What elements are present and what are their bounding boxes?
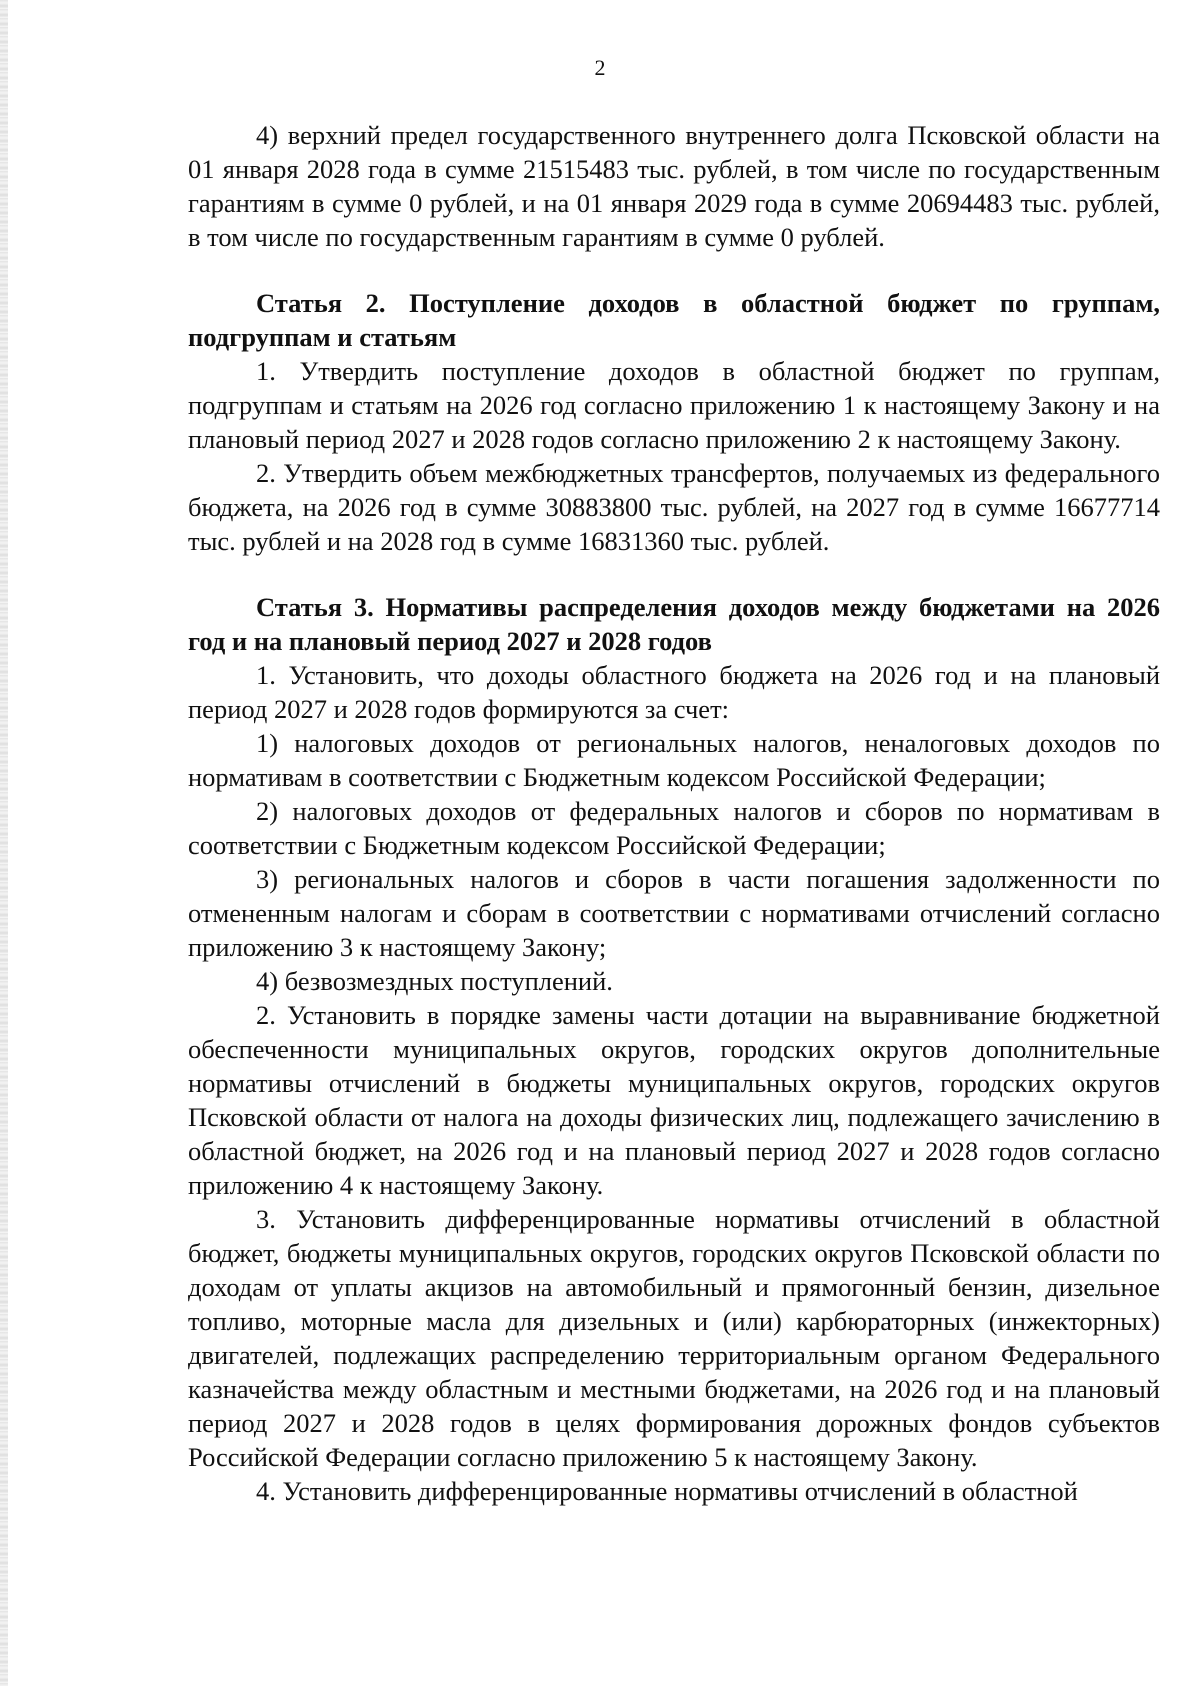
article-2-item-2: 2. Утвердить объем межбюджетных трансфертов, получаемых из федерального бюджета, на 2026 год в сумме 30883800 тыс. рублей, на 2027 год в сумме 16677714 тыс. рублей и на 2028 год в сумме 16831360 тыс. рублей.	[188, 458, 1160, 556]
article-3-subitem-4: 4) безвозмездных поступлений.	[256, 966, 613, 996]
article-2-item-1: 1. Утвердить поступление доходов в областной бюджет по группам, подгруппам и статьям на 2026 год согласно приложению 1 к настоящему Закону и на плановый период 2027 и 2028 годов согласно приложению 2 к настоящему Закону.	[188, 356, 1160, 454]
document-body	[188, 118, 1160, 1508]
scan-edge	[0, 0, 8, 1686]
article-3-item-4: 4. Установить дифференцированные нормативы отчислений в областной	[256, 1476, 1078, 1506]
article-3-subitem-1: 1) налоговых доходов от региональных налогов, неналоговых доходов по нормативам в соответствии с Бюджетным кодексом Российской Федерации;	[188, 728, 1160, 792]
article-3-subitem-3: 3) региональных налогов и сборов в части погашения задолженности по отмененным налогам и сборам в соответствии с нормативами отчислений согласно приложению 3 к настоящему Закону;	[188, 864, 1160, 962]
spacer	[188, 558, 1160, 590]
article-2-heading: Статья 2. Поступление доходов в областной бюджет по группам, подгруппам и статьям	[188, 288, 1160, 352]
paragraph-debt-limit: 4) верхний предел государственного внутреннего долга Псковской области на 01 января 2028 года в сумме 21515483 тыс. рублей, в том числе по государственным гарантиям в сумме 0 рублей, и на 01 января 2029 года в сумме 20694483 тыс. рублей, в том числе по государственным гарантиям в сумме 0 рублей.	[188, 120, 1160, 252]
spacer	[188, 254, 1160, 286]
article-3-heading: Статья 3. Нормативы распределения доходов между бюджетами на 2026 год и на плановый период 2027 и 2028 годов	[188, 592, 1160, 656]
page-number: 2	[594, 55, 606, 80]
article-3-item-1: 1. Установить, что доходы областного бюджета на 2026 год и на плановый период 2027 и 2028 годов формируются за счет:	[188, 660, 1160, 724]
article-3-item-3: 3. Установить дифференцированные нормативы отчислений в областной бюджет, бюджеты муниципальных округов, городских округов Псковской области по доходам от уплаты акцизов на автомобильный и прямогонный бензин, дизельное топливо, моторные масла для дизельных и (или) карбюраторных (инжекторных) двигателей, подлежащих распределению территориальным органом Федерального казначейства между областным и местными бюджетами, на 2026 год и на плановый период 2027 и 2028 годов в целях формирования дорожных фондов субъектов Российской Федерации согласно приложению 5 к настоящему Закону.	[188, 1204, 1160, 1472]
article-3-item-2: 2. Установить в порядке замены части дотации на выравнивание бюджетной обеспеченности муниципальных округов, городских округов дополнительные нормативы отчислений в бюджеты муниципальных округов, городских округов Псковской области от налога на доходы физических лиц, подлежащего зачислению в областной бюджет, на 2026 год и на плановый период 2027 и 2028 годов согласно приложению 4 к настоящему Закону.	[188, 1000, 1160, 1200]
article-3-subitem-2: 2) налоговых доходов от федеральных налогов и сборов по нормативам в соответствии с Бюджетным кодексом Российской Федерации;	[188, 796, 1160, 860]
